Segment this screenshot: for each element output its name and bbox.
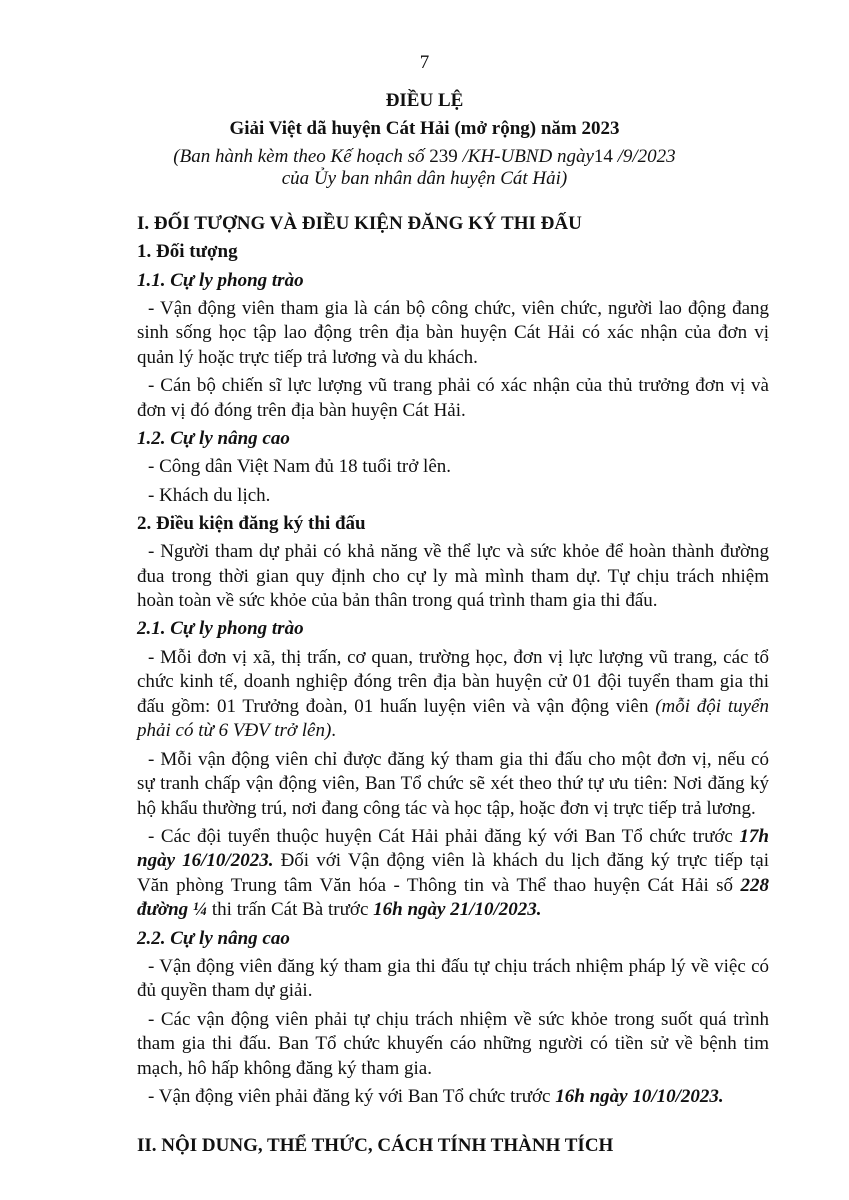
paragraph-text: Đối với Vận động viên là khách du lịch đăng ký trực tiếp tại Văn phòng Trung tâm Văn hóa - Thông tin và Thể thao huyện Cát Hải số xyxy=(137,850,770,896)
subsubsection-heading: 1.2. Cự ly nâng cao xyxy=(137,427,290,449)
paragraph: - Công dân Việt Nam đủ 18 tuổi trở lên. xyxy=(148,456,452,478)
issued-line-1 xyxy=(0,146,849,168)
document-title: ĐIỀU LỆ xyxy=(385,90,464,111)
deadline-date: 17h ngày 16/10/2023. xyxy=(137,825,769,872)
paragraph-text: . xyxy=(331,720,337,742)
paragraph-text: - Vận động viên phải đăng ký với Ban Tổ chức trước xyxy=(148,1086,556,1108)
issued-prefix: (Ban hành kèm theo Kế hoạch số xyxy=(173,146,430,167)
subsubsection-heading: 2.2. Cự ly nâng cao xyxy=(137,927,290,949)
paragraph: - Người tham dự phải có khả năng về thể lực và sức khỏe để hoàn thành đường đua trong thời gian quy định cho cự ly mà mình tham dự. Tự chịu trách nhiệm hoàn toàn về sức khỏe của bản thân trong quá trình tham gia thi đấu. xyxy=(137,541,769,612)
paragraph-italic-note: (mỗi đội tuyển phải có từ 6 VĐV trở lên) xyxy=(137,695,769,742)
deadline-date: 16h ngày 10/10/2023. xyxy=(555,1086,724,1108)
paragraph xyxy=(137,646,769,744)
document-body xyxy=(137,212,769,1162)
paragraph: - Các vận động viên phải tự chịu trách nhiệm về sức khỏe trong suốt quá trình tham gia thi đấu. Ban Tổ chức khuyến cáo những người có tiền sử về bệnh tim mạch, hô hấp không đăng ký tham gia. xyxy=(137,1008,769,1079)
section-heading: I. ĐỐI TƯỢNG VÀ ĐIỀU KIỆN ĐĂNG KÝ THI ĐẤU xyxy=(137,213,582,234)
paragraph: - Vận động viên tham gia là cán bộ công chức, viên chức, người lao động đang sinh sống học tập lao động trên địa bàn huyện Cát Hải có xác nhận của đơn vị quản lý hoặc trực tiếp trả lương và du khách. xyxy=(137,297,769,368)
issued-line-2: của Ủy ban nhân dân huyện Cát Hải) xyxy=(281,168,568,189)
paragraph: - Mỗi vận động viên chỉ được đăng ký tham gia thi đấu cho một đơn vị, nếu có sự tranh chấp vận động viên, Ban Tổ chức sẽ xét theo thứ tự ưu tiên: Nơi đăng ký hộ khẩu thường trú, nơi đang công tác và học tập, hoặc đơn vị trực tiếp trả lương. xyxy=(137,748,769,819)
paragraph: - Vận động viên đăng ký tham gia thi đấu tự chịu trách nhiệm pháp lý về việc có đủ quyền tham dự giải. xyxy=(137,955,769,1002)
paragraph xyxy=(137,825,769,923)
issued-number: 239 xyxy=(429,146,458,167)
issued-day: 14 xyxy=(593,146,613,167)
deadline-date: 16h ngày 21/10/2023. xyxy=(373,899,542,921)
subsection-heading: 2. Điều kiện đăng ký thi đấu xyxy=(137,512,366,534)
paragraph: - Cán bộ chiến sĩ lực lượng vũ trang phải có xác nhận của thủ trưởng đơn vị và đơn vị đó đóng trên địa bàn huyện Cát Hải. xyxy=(137,375,769,421)
paragraph xyxy=(137,1085,769,1110)
paragraph-text: - Các đội tuyển thuộc huyện Cát Hải phải đăng ký với Ban Tổ chức trước xyxy=(148,825,740,847)
issued-suffix: /9/2023 xyxy=(612,146,676,167)
subsubsection-heading: 2.1. Cự ly phong trào xyxy=(137,618,304,640)
subsubsection-heading: 1.1. Cự ly phong trào xyxy=(137,269,304,291)
issued-mid: /KH-UBND ngày xyxy=(457,146,594,167)
address-emphasis: 228 đường ¼ xyxy=(137,874,769,921)
section-heading: II. NỘI DUNG, THỂ THỨC, CÁCH TÍNH THÀNH TÍCH xyxy=(137,1134,614,1156)
paragraph-text: thi trấn Cát Bà trước xyxy=(207,899,374,921)
page-number: 7 xyxy=(419,52,430,73)
subsection-heading: 1. Đối tượng xyxy=(137,241,238,263)
paragraph: - Khách du lịch. xyxy=(148,484,271,506)
document-subtitle: Giải Việt dã huyện Cát Hải (mở rộng) năm 2023 xyxy=(229,118,620,139)
paragraph-text: - Mỗi đơn vị xã, thị trấn, cơ quan, trường học, đơn vị lực lượng vũ trang, các tổ chức kinh tế, doanh nghiệp đóng trên địa bàn huyện cử 01 đội tuyển tham gia thi đấu gồm: 01 Trưởng đoàn, 01 huấn luyện viên và vận động viên xyxy=(137,646,769,717)
